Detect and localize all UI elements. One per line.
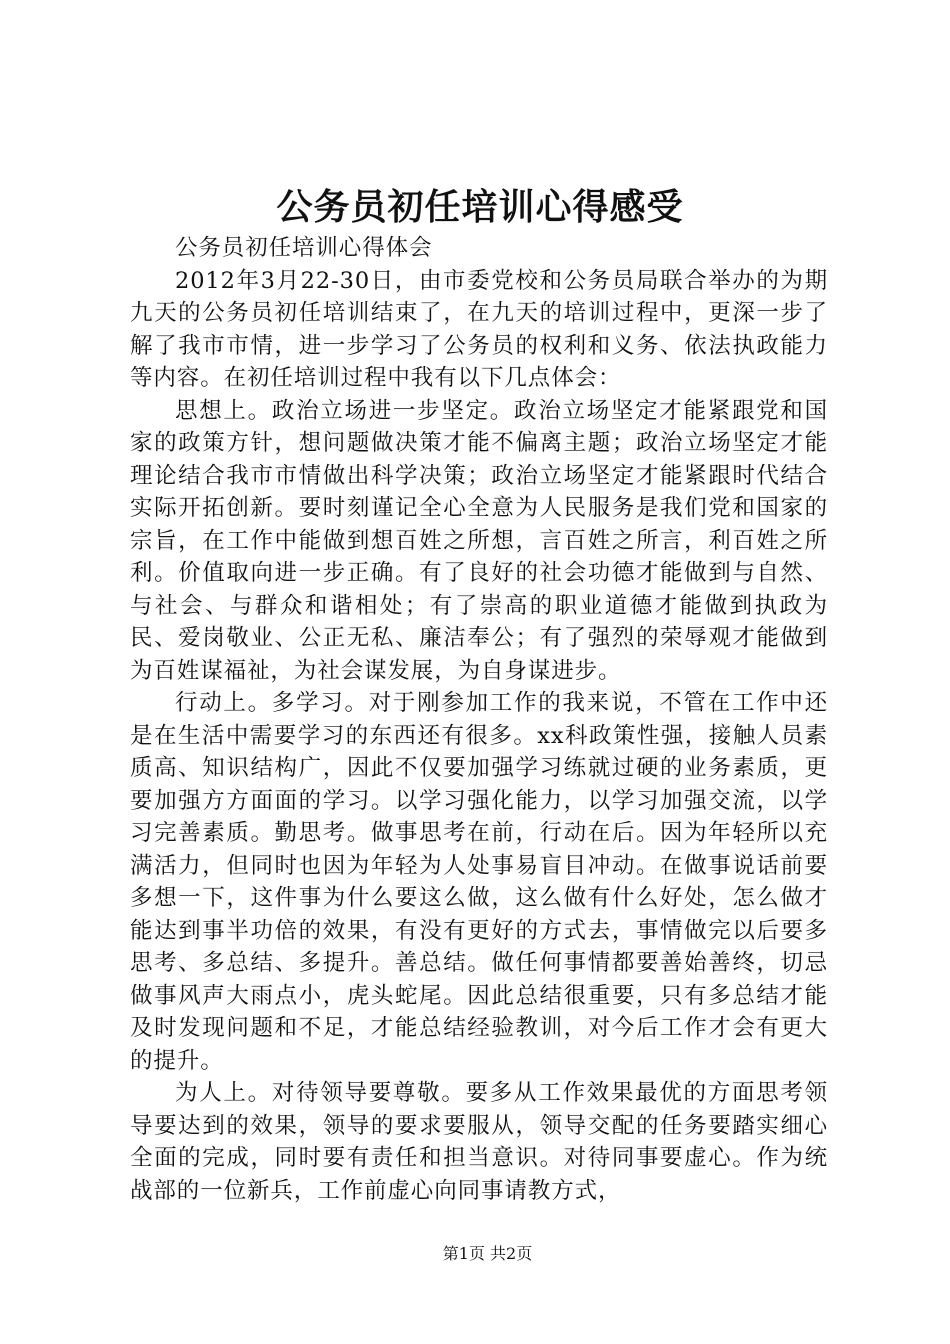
subtitle-paragraph: 公务员初任培训心得体会: [175, 235, 433, 261]
thought-paragraph: 思想上。政治立场进一步坚定。政治立场坚定才能紧跟党和国家的政策方针，想问题做决策才能不偏离主题；政治立场坚定才能理论结合我市市情做出科学决策；政治立场坚定才能紧跟时代结合实际开拓创新。要时刻谨记全心全意为人民服务是我们党和国家的宗旨，在工作中能做到想百姓之所想，言百姓之所言，利百姓之所利。价值取向进一步正确。有了良好的社会功德才能做到与自然、与社会、与群众和谐相处；有了崇高的职业道德才能做到执政为民、爱岗敬业、公正无私、廉洁奉公；有了强烈的荣辱观才能做到为百姓谋福祉，为社会谋发展，为自身谋进步。: [130, 397, 828, 684]
document-body: [130, 232, 828, 1207]
conduct-paragraph: 为人上。对待领导要尊敬。要多从工作效果最优的方面思考领导要达到的效果，领导的要求要服从，领导交配的任务要踏实细心全面的完成，同时要有责任和担当意识。对待同事要虚心。作为统战部的一位新兵，工作前虚心向同事请教方式，: [130, 1080, 828, 1204]
document-title: 公务员初任培训心得感受: [276, 186, 684, 228]
page-number-footer: 第1页 共2页: [442, 1244, 533, 1263]
action-paragraph: 行动上。多学习。对于刚参加工作的我来说，不管在工作中还是在生活中需要学习的东西还有很多。xx科政策性强，接触人员素质高、知识结构广，因此不仅要加强学习练就过硬的业务素质，更要加强方方面面的学习。以学习强化能力，以学习加强交流，以学习完善素质。勤思考。做事思考在前，行动在后。因为年轻所以充满活力，但同时也因为年轻为人处事易盲目冲动。在做事说话前要多想一下，这件事为什么要这么做，这么做有什么好处，怎么做才能达到事半功倍的效果，有没有更好的方式去，事情做完以后要多思考、多总结、多提升。善总结。做任何事情都要善始善终，切忌做事风声大雨点小，虎头蛇尾。因此总结很重要，只有多总结才能及时发现问题和不足，才能总结经验教训，对今后工作才会有更大的提升。: [130, 690, 828, 1074]
intro-paragraph: 2012年3月22-30日，由市委党校和公务员局联合举办的为期九天的公务员初任培训结束了，在九天的培训过程中，更深一步了解了我市市情，进一步学习了公务员的权利和义务、依法执政能力等内容。在初任培训过程中我有以下几点体会：: [130, 267, 828, 391]
